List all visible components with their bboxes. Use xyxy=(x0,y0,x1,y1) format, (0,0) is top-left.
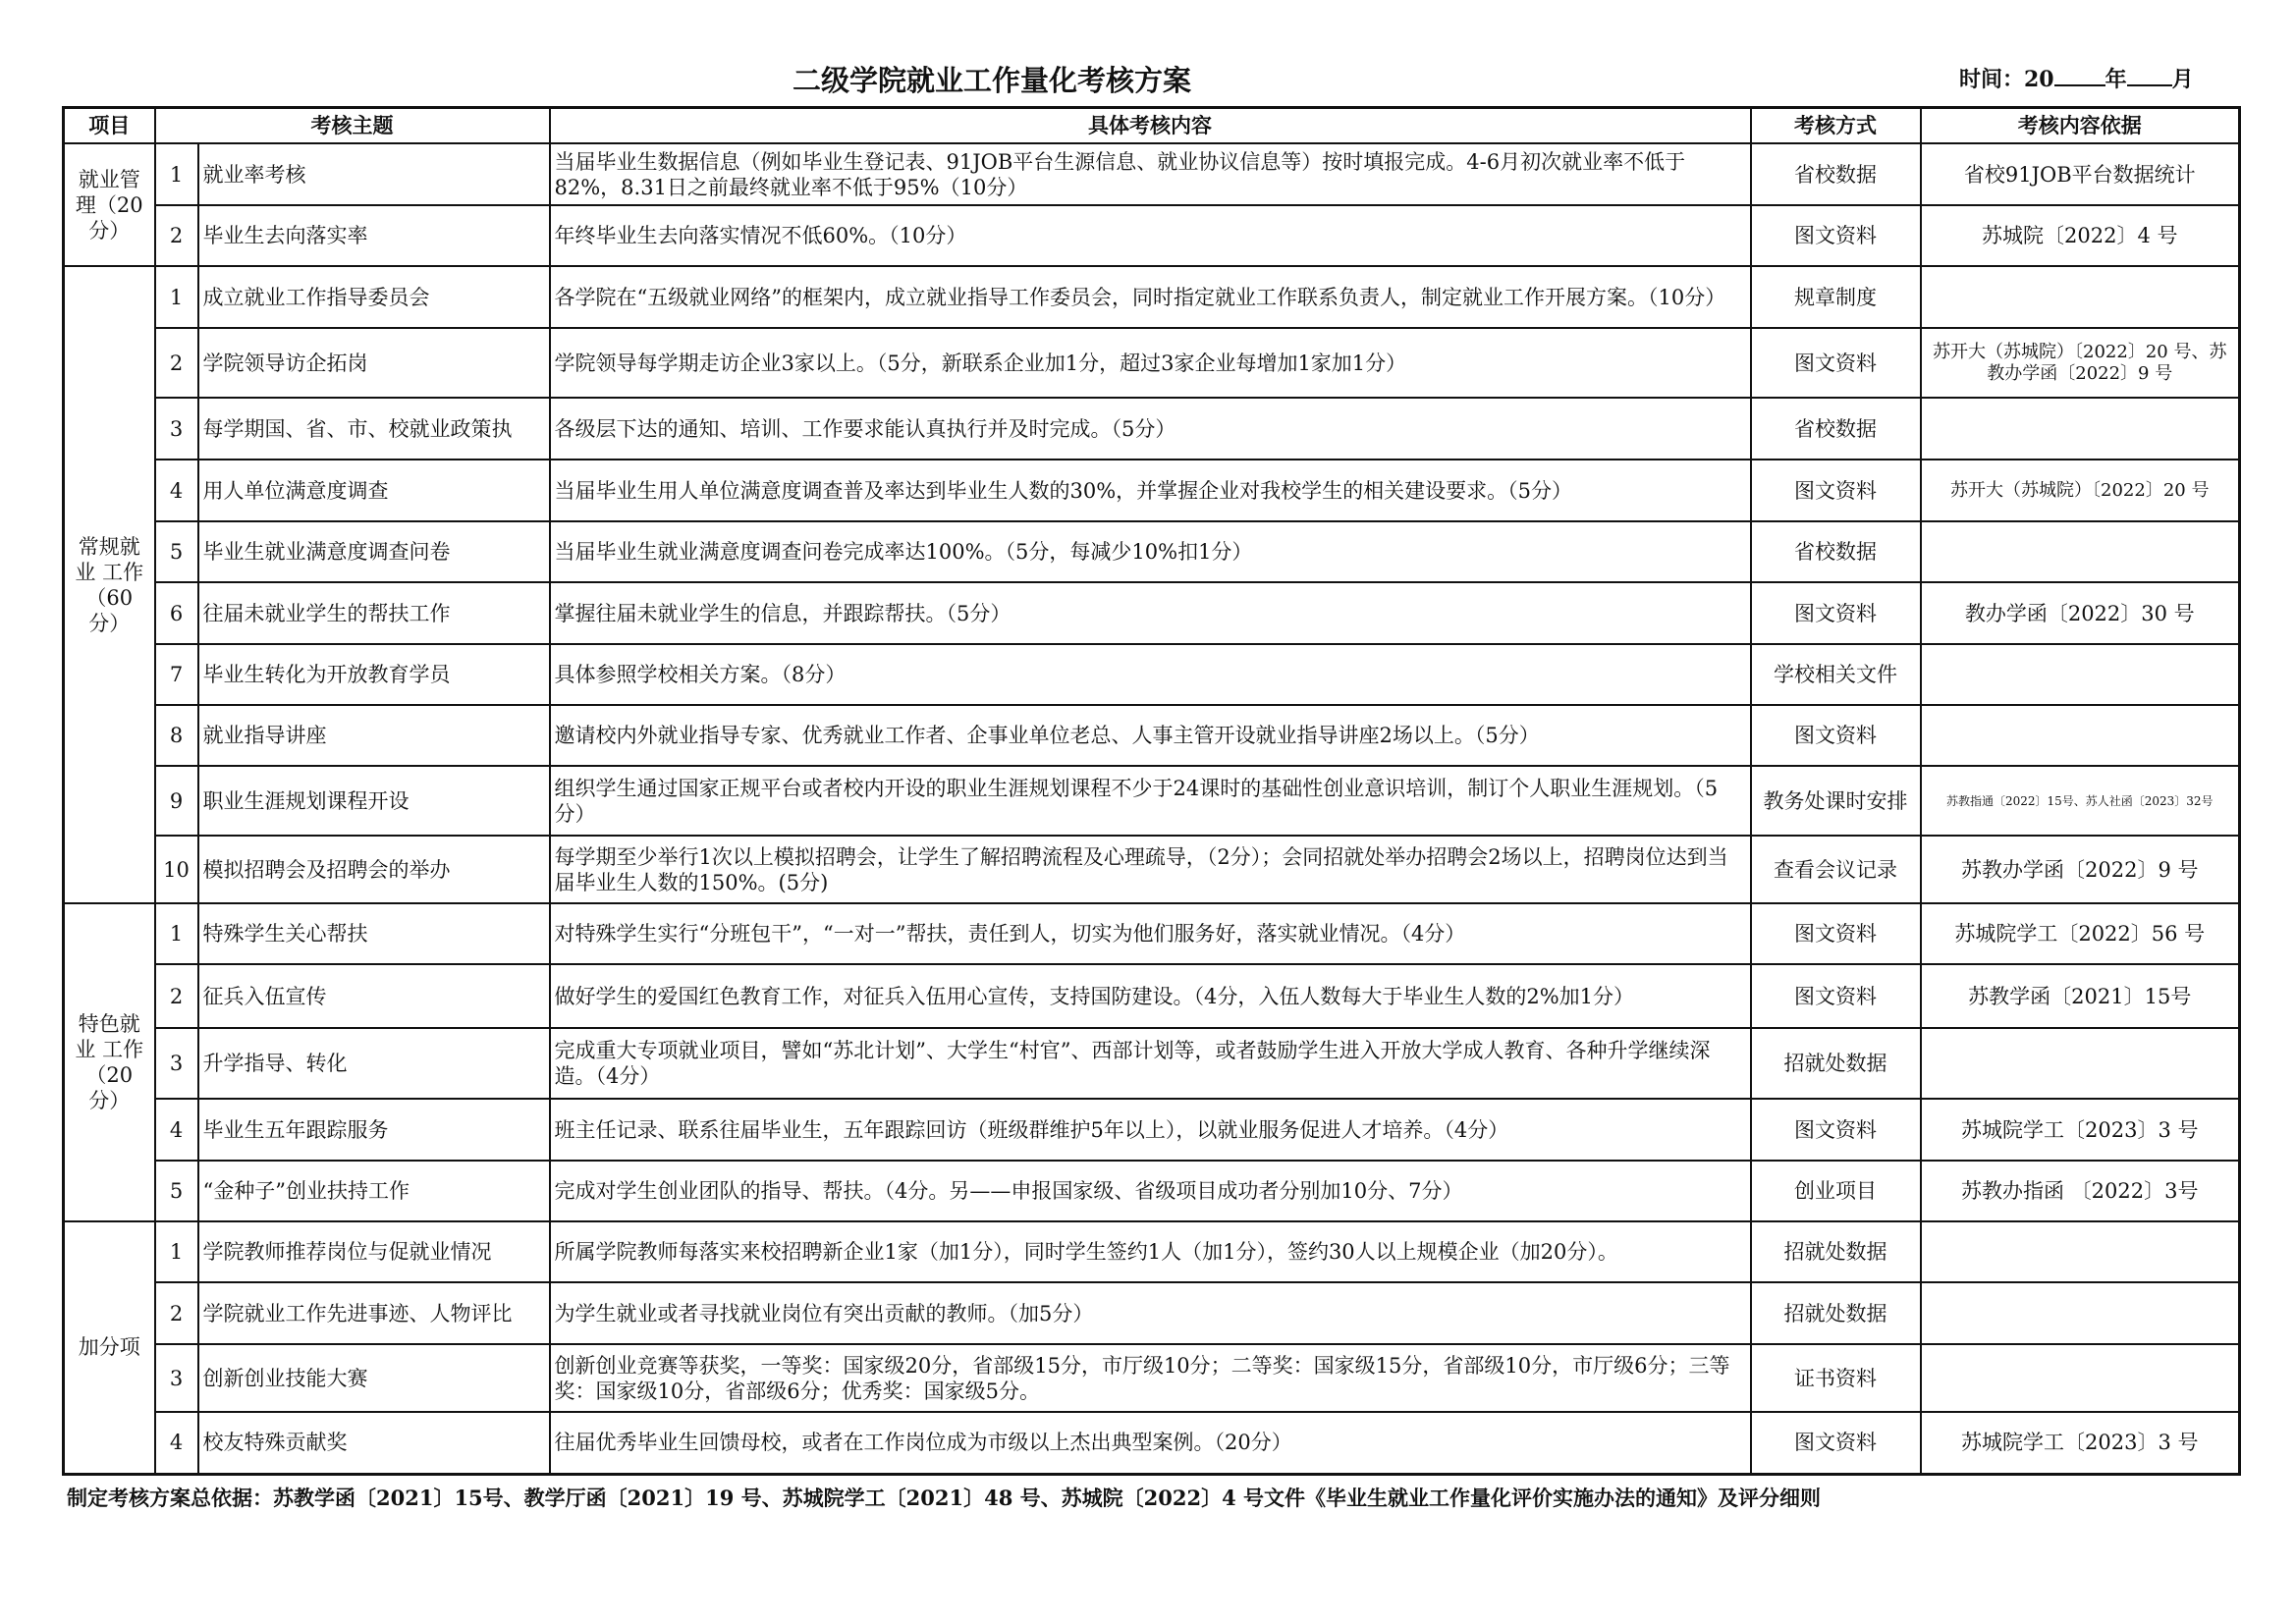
item-method: 教务处课时安排 xyxy=(1751,766,1921,836)
table-row xyxy=(64,582,2240,644)
item-content: 创新创业竞赛等获奖，一等奖：国家级20分，省部级15分，市厅级10分；二等奖：国家级15分，省部级10分，市厅级6分；三等奖：国家级10分，省部级6分；优秀奖：国家级5分。 xyxy=(550,1344,1751,1412)
table-row xyxy=(64,460,2240,521)
item-method: 规章制度 xyxy=(1751,266,1921,328)
item-number: 1 xyxy=(155,1221,198,1282)
category-cell: 特色就业 工作（20分） xyxy=(64,903,155,1221)
item-basis xyxy=(1921,398,2240,460)
item-topic: 征兵入伍宣传 xyxy=(198,964,550,1028)
item-basis: 教办学函〔2022〕30 号 xyxy=(1921,582,2240,644)
item-content: 当届毕业生数据信息（例如毕业生登记表、91JOB平台生源信息、就业协议信息等）按时填报完成。4-6月初次就业率不低于82%，8.31日之前最终就业率不低于95%（10分） xyxy=(550,143,1751,205)
item-number: 2 xyxy=(155,1282,198,1344)
item-number: 3 xyxy=(155,1028,198,1099)
item-topic: 毕业生五年跟踪服务 xyxy=(198,1099,550,1161)
table-row xyxy=(64,836,2240,903)
item-method: 证书资料 xyxy=(1751,1344,1921,1412)
item-content: 对特殊学生实行“分班包干”，“一对一”帮扶，责任到人，切实为他们服务好，落实就业情况。（4分） xyxy=(550,903,1751,964)
item-basis xyxy=(1921,1344,2240,1412)
item-method: 图文资料 xyxy=(1751,964,1921,1028)
item-content: 邀请校内外就业指导专家、优秀就业工作者、企事业单位老总、人事主管开设就业指导讲座2场以上。（5分） xyxy=(550,705,1751,766)
table-row xyxy=(64,766,2240,836)
item-topic: “金种子”创业扶持工作 xyxy=(198,1161,550,1221)
item-method: 图文资料 xyxy=(1751,205,1921,266)
item-basis: 苏城院学工〔2022〕56 号 xyxy=(1921,903,2240,964)
table-row xyxy=(64,1028,2240,1099)
item-basis: 省校91JOB平台数据统计 xyxy=(1921,143,2240,205)
item-basis: 苏教办学函〔2022〕9 号 xyxy=(1921,836,2240,903)
item-number: 4 xyxy=(155,460,198,521)
item-method: 招就处数据 xyxy=(1751,1221,1921,1282)
item-topic: 每学期国、省、市、校就业政策执 xyxy=(198,398,550,460)
table-header-row xyxy=(64,108,2240,144)
item-content: 掌握往届未就业学生的信息，并跟踪帮扶。（5分） xyxy=(550,582,1751,644)
item-topic: 成立就业工作指导委员会 xyxy=(198,266,550,328)
table-row xyxy=(64,266,2240,328)
item-method: 图文资料 xyxy=(1751,460,1921,521)
item-content: 各学院在“五级就业网络”的框架内，成立就业指导工作委员会，同时指定就业工作联系负责人，制定就业工作开展方案。（10分） xyxy=(550,266,1751,328)
item-topic: 模拟招聘会及招聘会的举办 xyxy=(198,836,550,903)
item-number: 1 xyxy=(155,903,198,964)
item-basis: 苏城院学工〔2023〕3 号 xyxy=(1921,1412,2240,1474)
item-method: 查看会议记录 xyxy=(1751,836,1921,903)
item-basis xyxy=(1921,705,2240,766)
table-row xyxy=(64,205,2240,266)
item-number: 8 xyxy=(155,705,198,766)
item-content: 各级层下达的通知、培训、工作要求能认真执行并及时完成。（5分） xyxy=(550,398,1751,460)
item-basis: 苏教办指函 〔2022〕3号 xyxy=(1921,1161,2240,1221)
item-topic: 毕业生就业满意度调查问卷 xyxy=(198,521,550,582)
table-row xyxy=(64,143,2240,205)
item-content: 当届毕业生就业满意度调查问卷完成率达100%。（5分，每减少10%扣1分） xyxy=(550,521,1751,582)
item-basis: 苏城院学工〔2023〕3 号 xyxy=(1921,1099,2240,1161)
item-basis: 苏开大（苏城院）〔2022〕20 号 xyxy=(1921,460,2240,521)
item-method: 招就处数据 xyxy=(1751,1028,1921,1099)
item-topic: 毕业生去向落实率 xyxy=(198,205,550,266)
table-row xyxy=(64,964,2240,1028)
item-topic: 就业指导讲座 xyxy=(198,705,550,766)
item-content: 完成重大专项就业项目，譬如“苏北计划”、大学生“村官”、西部计划等，或者鼓励学生进入开放大学成人教育、各种升学继续深造。（4分） xyxy=(550,1028,1751,1099)
item-content: 具体参照学校相关方案。（8分） xyxy=(550,644,1751,705)
item-number: 3 xyxy=(155,1344,198,1412)
item-method: 省校数据 xyxy=(1751,143,1921,205)
table-row xyxy=(64,644,2240,705)
item-method: 图文资料 xyxy=(1751,705,1921,766)
item-topic: 毕业生转化为开放教育学员 xyxy=(198,644,550,705)
item-number: 4 xyxy=(155,1099,198,1161)
category-cell: 就业管理（20分） xyxy=(64,143,155,266)
header-method: 考核方式 xyxy=(1751,108,1921,144)
item-content: 每学期至少举行1次以上模拟招聘会，让学生了解招聘流程及心理疏导，（2分）；会同招就处举办招聘会2场以上，招聘岗位达到当届毕业生人数的150%。(5分) xyxy=(550,836,1751,903)
item-content: 班主任记录、联系往届毕业生，五年跟踪回访（班级群维护5年以上），以就业服务促进人才培养。（4分） xyxy=(550,1099,1751,1161)
item-basis: 苏教学函〔2021〕15号 xyxy=(1921,964,2240,1028)
item-number: 2 xyxy=(155,328,198,398)
item-basis xyxy=(1921,1282,2240,1344)
header-basis: 考核内容依据 xyxy=(1921,108,2240,144)
item-number: 9 xyxy=(155,766,198,836)
time-label: 时间：20 xyxy=(1959,67,2054,92)
item-number: 2 xyxy=(155,964,198,1028)
item-topic: 就业率考核 xyxy=(198,143,550,205)
item-basis: 苏城院〔2022〕4 号 xyxy=(1921,205,2240,266)
item-basis xyxy=(1921,644,2240,705)
item-number: 7 xyxy=(155,644,198,705)
item-topic: 学院领导访企拓岗 xyxy=(198,328,550,398)
item-number: 5 xyxy=(155,1161,198,1221)
table-row xyxy=(64,1161,2240,1221)
item-method: 招就处数据 xyxy=(1751,1282,1921,1344)
item-number: 6 xyxy=(155,582,198,644)
item-method: 图文资料 xyxy=(1751,1099,1921,1161)
item-method: 图文资料 xyxy=(1751,903,1921,964)
item-basis xyxy=(1921,266,2240,328)
item-content: 所属学院教师每落实来校招聘新企业1家（加1分），同时学生签约1人（加1分），签约30人以上规模企业（加20分）。 xyxy=(550,1221,1751,1282)
item-content: 完成对学生创业团队的指导、帮扶。（4分。另——申报国家级、省级项目成功者分别加10分、7分） xyxy=(550,1161,1751,1221)
table-row xyxy=(64,1099,2240,1161)
item-method: 图文资料 xyxy=(1751,1412,1921,1474)
item-topic: 特殊学生关心帮扶 xyxy=(198,903,550,964)
table-row xyxy=(64,705,2240,766)
item-content: 做好学生的爱国红色教育工作，对征兵入伍用心宣传，支持国防建设。（4分，入伍人数每大于毕业生人数的2%加1分） xyxy=(550,964,1751,1028)
item-method: 创业项目 xyxy=(1751,1161,1921,1221)
item-content: 往届优秀毕业生回馈母校，或者在工作岗位成为市级以上杰出典型案例。（20分） xyxy=(550,1412,1751,1474)
time-year: 年 xyxy=(2105,67,2127,92)
item-topic: 校友特殊贡献奖 xyxy=(198,1412,550,1474)
item-topic: 职业生涯规划课程开设 xyxy=(198,766,550,836)
header-category: 项目 xyxy=(64,108,155,144)
item-basis xyxy=(1921,1221,2240,1282)
item-basis: 苏开大（苏城院）〔2022〕20 号、苏教办学函〔2022〕9 号 xyxy=(1921,328,2240,398)
item-basis xyxy=(1921,1028,2240,1099)
item-number: 1 xyxy=(155,266,198,328)
item-method: 图文资料 xyxy=(1751,328,1921,398)
time-month: 月 xyxy=(2171,67,2194,92)
item-method: 省校数据 xyxy=(1751,398,1921,460)
item-method: 省校数据 xyxy=(1751,521,1921,582)
item-number: 5 xyxy=(155,521,198,582)
item-topic: 学院教师推荐岗位与促就业情况 xyxy=(198,1221,550,1282)
item-content: 学院领导每学期走访企业3家以上。（5分，新联系企业加1分，超过3家企业每增加1家加1分） xyxy=(550,328,1751,398)
item-topic: 往届未就业学生的帮扶工作 xyxy=(198,582,550,644)
item-basis: 苏教指通〔2022〕15号、苏人社函〔2023〕32号 xyxy=(1921,766,2240,836)
table-row xyxy=(64,521,2240,582)
item-content: 组织学生通过国家正规平台或者校内开设的职业生涯规划课程不少于24课时的基础性创业意识培训，制订个人职业生涯规划。（5分） xyxy=(550,766,1751,836)
header-topic: 考核主题 xyxy=(155,108,550,144)
item-content: 为学生就业或者寻找就业岗位有突出贡献的教师。（加5分） xyxy=(550,1282,1751,1344)
item-topic: 升学指导、转化 xyxy=(198,1028,550,1099)
item-number: 1 xyxy=(155,143,198,205)
item-content: 年终毕业生去向落实情况不低60%。（10分） xyxy=(550,205,1751,266)
item-topic: 学院就业工作先进事迹、人物评比 xyxy=(198,1282,550,1344)
item-number: 3 xyxy=(155,398,198,460)
table-row xyxy=(64,398,2240,460)
table-row xyxy=(64,903,2240,964)
item-number: 2 xyxy=(155,205,198,266)
footer-note: 制定考核方案总依据：苏教学函〔2021〕15号、教学厅函〔2021〕19 号、苏城院学工〔2021〕48 号、苏城院〔2022〕4 号文件《毕业生就业工作量化评价实施办法的通知》及评分细则 xyxy=(67,1486,1821,1510)
header-content: 具体考核内容 xyxy=(550,108,1751,144)
item-topic: 创新创业技能大赛 xyxy=(198,1344,550,1412)
item-topic: 用人单位满意度调查 xyxy=(198,460,550,521)
item-basis xyxy=(1921,521,2240,582)
assessment-table xyxy=(62,106,2241,1476)
table-row xyxy=(64,1412,2240,1474)
item-number: 4 xyxy=(155,1412,198,1474)
item-method: 图文资料 xyxy=(1751,582,1921,644)
table-row xyxy=(64,1344,2240,1412)
table-row xyxy=(64,1221,2240,1282)
category-cell: 加分项 xyxy=(64,1221,155,1474)
category-cell: 常规就业 工作（60分） xyxy=(64,266,155,903)
page-title: 二级学院就业工作量化考核方案 xyxy=(792,64,1191,97)
item-method: 学校相关文件 xyxy=(1751,644,1921,705)
time-field xyxy=(1959,63,2194,93)
table-row xyxy=(64,328,2240,398)
item-number: 10 xyxy=(155,836,198,903)
table-row xyxy=(64,1282,2240,1344)
item-content: 当届毕业生用人单位满意度调查普及率达到毕业生人数的30%，并掌握企业对我校学生的相关建设要求。（5分） xyxy=(550,460,1751,521)
